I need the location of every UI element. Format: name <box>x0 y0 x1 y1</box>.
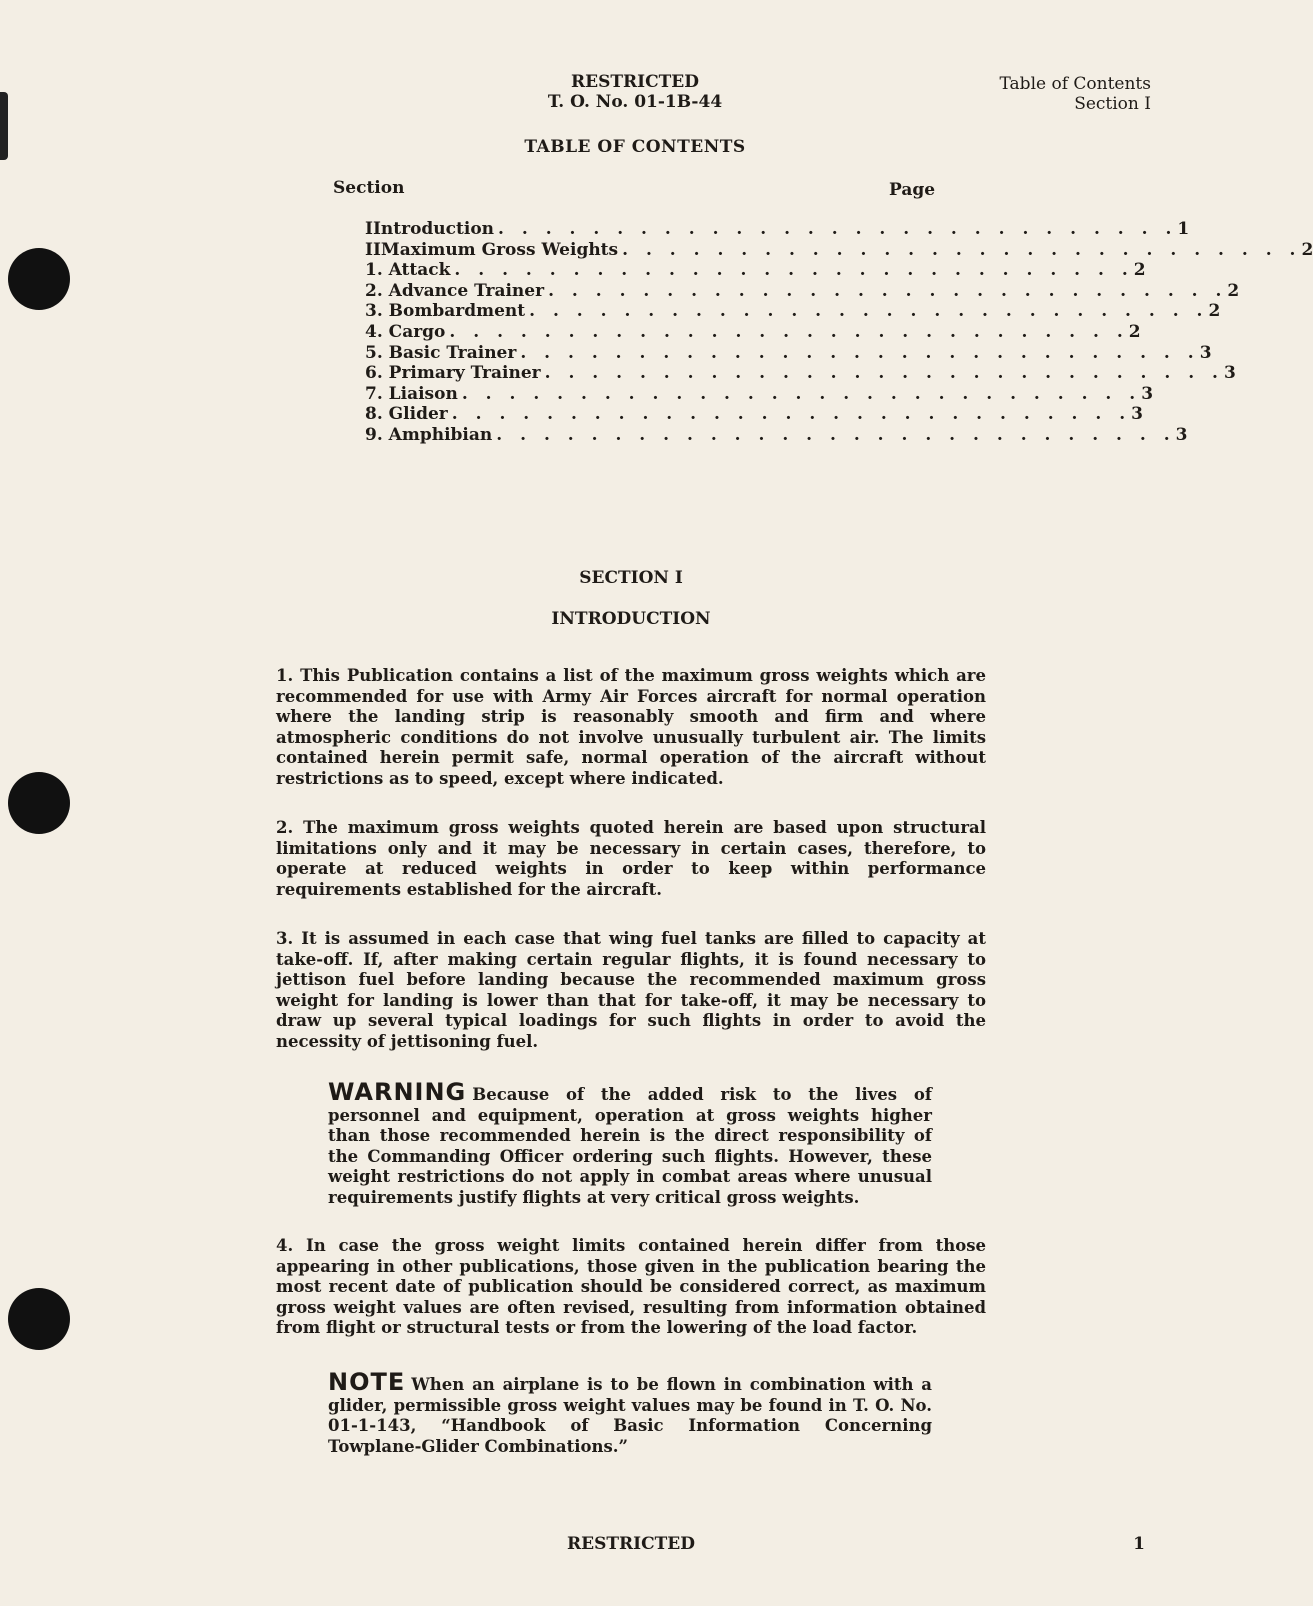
paragraph-4: 4. In case the gross weight limits contained herein differ from those appearing in other publications, those given in the publication bearing the most recent date of publication should be considered correct, as maximum gross weight values are often revised, resulting from information obtained from flight or structural tests or from the lowering of the load factor. <box>276 1236 986 1337</box>
toc-row-leader-dots: . . . . . . . . . . . . . . . . . . . . . . . . . . . . . <box>548 280 1228 301</box>
toc-row-leader-dots: . . . . . . . . . . . . . . . . . . . . . . . . . . . . . <box>461 383 1142 404</box>
toc-row-page: 3 <box>1199 342 1212 363</box>
warning-keyword: WARNING <box>328 1078 467 1106</box>
toc-row-label: 5. Basic Trainer <box>365 342 517 363</box>
header-right-line1: Table of Contents <box>999 74 1151 94</box>
toc-row-label: 4. Cargo <box>365 321 446 342</box>
punch-hole <box>8 1288 70 1350</box>
paragraph-2: 2. The maximum gross weights quoted herein are based upon structural limitations only and it may be necessary in certain cases, therefore, to operate at reduced weights in order to keep within performance requirements established for the aircraft. <box>276 818 986 899</box>
toc-row <box>355 239 1313 261</box>
toc-row-page: 3 <box>1223 363 1236 384</box>
toc-row-label: 7. Liaison <box>365 383 458 404</box>
footer-classification: RESTRICTED <box>567 1534 695 1554</box>
section-title: SECTION I <box>579 568 683 588</box>
toc-row-page: 1 <box>1177 219 1190 239</box>
toc-row-leader-dots: . . . . . . . . . . . . . . . . . . . . . . . . . . . . . <box>544 363 1224 384</box>
toc-row-leader-dots: . . . . . . . . . . . . . . . . . . . . . . . . . . . . . <box>622 239 1302 260</box>
toc-row-label: 6. Primary Trainer <box>365 363 541 384</box>
toc-row-page: 3 <box>1141 383 1154 404</box>
note-text: When an airplane is to be flown in combination with a glider, permissible gross weight values may be found in T. O. No. 01-1-143, “Handbook of Basic Information Concerning Towplane-Glider Combinations.” <box>328 1375 932 1456</box>
toc-row <box>355 321 1141 343</box>
toc-row <box>355 280 1240 302</box>
header-right-line2: Section I <box>1074 94 1151 114</box>
toc-row-leader-dots: . . . . . . . . . . . . . . . . . . . . . . . . . . . . . <box>529 301 1209 322</box>
toc-row <box>355 383 1154 405</box>
warning-text: Because of the added risk to the lives of personnel and equipment, operation at gross weights higher than those recommended herein is the direct responsibility of the Commanding Officer ordering such flights. However, these weight restrictions do not apply in combat areas where unusual requirements justify flights at very critical gross weights. <box>328 1085 932 1207</box>
toc-row-leader-dots: . . . . . . . . . . . . . . . . . . . . . . . . . . . . . <box>496 424 1176 445</box>
toc-row-label: Maximum Gross Weights <box>380 239 619 260</box>
toc-row-label: Introduction <box>372 219 495 239</box>
note-keyword: NOTE <box>328 1368 406 1396</box>
toc-row-label: 1. Attack <box>365 260 451 281</box>
toc-row <box>355 404 1143 425</box>
warning-callout <box>328 1078 932 1208</box>
paragraph-3: 3. It is assumed in each case that wing fuel tanks are filled to capacity at take-off. If, after making certain regular flights, it is found necessary to jettison fuel before landing because the recommended maximum gross weight for landing is lower than that for take-off, it may be necessary to draw up several typical loadings for such flights in order to avoid the necessity of jettisoning fuel. <box>276 929 986 1051</box>
toc-row <box>355 424 1188 446</box>
toc-column-page: Page <box>889 180 936 200</box>
punch-hole <box>8 772 70 834</box>
toc-title: TABLE OF CONTENTS <box>524 137 746 157</box>
toc-list <box>355 219 1313 446</box>
toc-row <box>355 219 1190 240</box>
toc-row <box>355 363 1236 384</box>
toc-row-section-number: II <box>365 239 381 260</box>
toc-row-page: 2 <box>1227 280 1240 301</box>
toc-row-leader-dots: . . . . . . . . . . . . . . . . . . . . . . . . . . . . . <box>454 260 1134 281</box>
toc-row-page: 2 <box>1208 301 1221 322</box>
toc-row-page: 2 <box>1133 260 1146 281</box>
header-restricted: RESTRICTED <box>571 72 699 92</box>
toc-row-label: 3. Bombardment <box>365 301 526 322</box>
toc-row-page: 2 <box>1128 321 1141 342</box>
toc-row <box>355 260 1146 281</box>
punch-hole <box>8 248 70 310</box>
note-callout <box>328 1368 932 1457</box>
toc-row-leader-dots: . . . . . . . . . . . . . . . . . . . . . . . . . . . . . <box>449 321 1129 342</box>
toc-row-label: 8. Glider <box>365 404 448 425</box>
toc-row-page: 2 <box>1301 239 1313 260</box>
header-to-number: T. O. No. 01-1B-44 <box>547 92 723 112</box>
toc-row <box>355 301 1221 322</box>
toc-row-label: 2. Advance Trainer <box>365 280 545 301</box>
toc-row-section-number: I <box>365 219 373 239</box>
header-running-title <box>1000 74 1151 114</box>
toc-row-leader-dots: . . . . . . . . . . . . . . . . . . . . . . . . . . . . . <box>451 404 1132 425</box>
toc-row-leader-dots: . . . . . . . . . . . . . . . . . . . . . . . . . . . . . <box>520 342 1200 363</box>
toc-row-page: 3 <box>1175 424 1188 445</box>
toc-row-leader-dots: . . . . . . . . . . . . . . . . . . . . . . . . . . . . . <box>498 219 1178 239</box>
toc-row-page: 3 <box>1131 404 1143 425</box>
section-subtitle: INTRODUCTION <box>551 609 711 629</box>
toc-column-section: Section <box>333 178 405 198</box>
toc-row <box>355 342 1212 364</box>
paragraph-1: 1. This Publication contains a list of the maximum gross weights which are recommended for use with Army Air Forces aircraft for normal operation where the landing strip is reasonably smooth and firm and where atmospheric conditions do not involve unusually turbulent air. The limits contained herein permit safe, normal operation of the aircraft without restrictions as to speed, except where indicated. <box>276 666 986 788</box>
toc-row-label: 9. Amphibian <box>365 424 493 445</box>
footer-page-number: 1 <box>1133 1534 1145 1554</box>
